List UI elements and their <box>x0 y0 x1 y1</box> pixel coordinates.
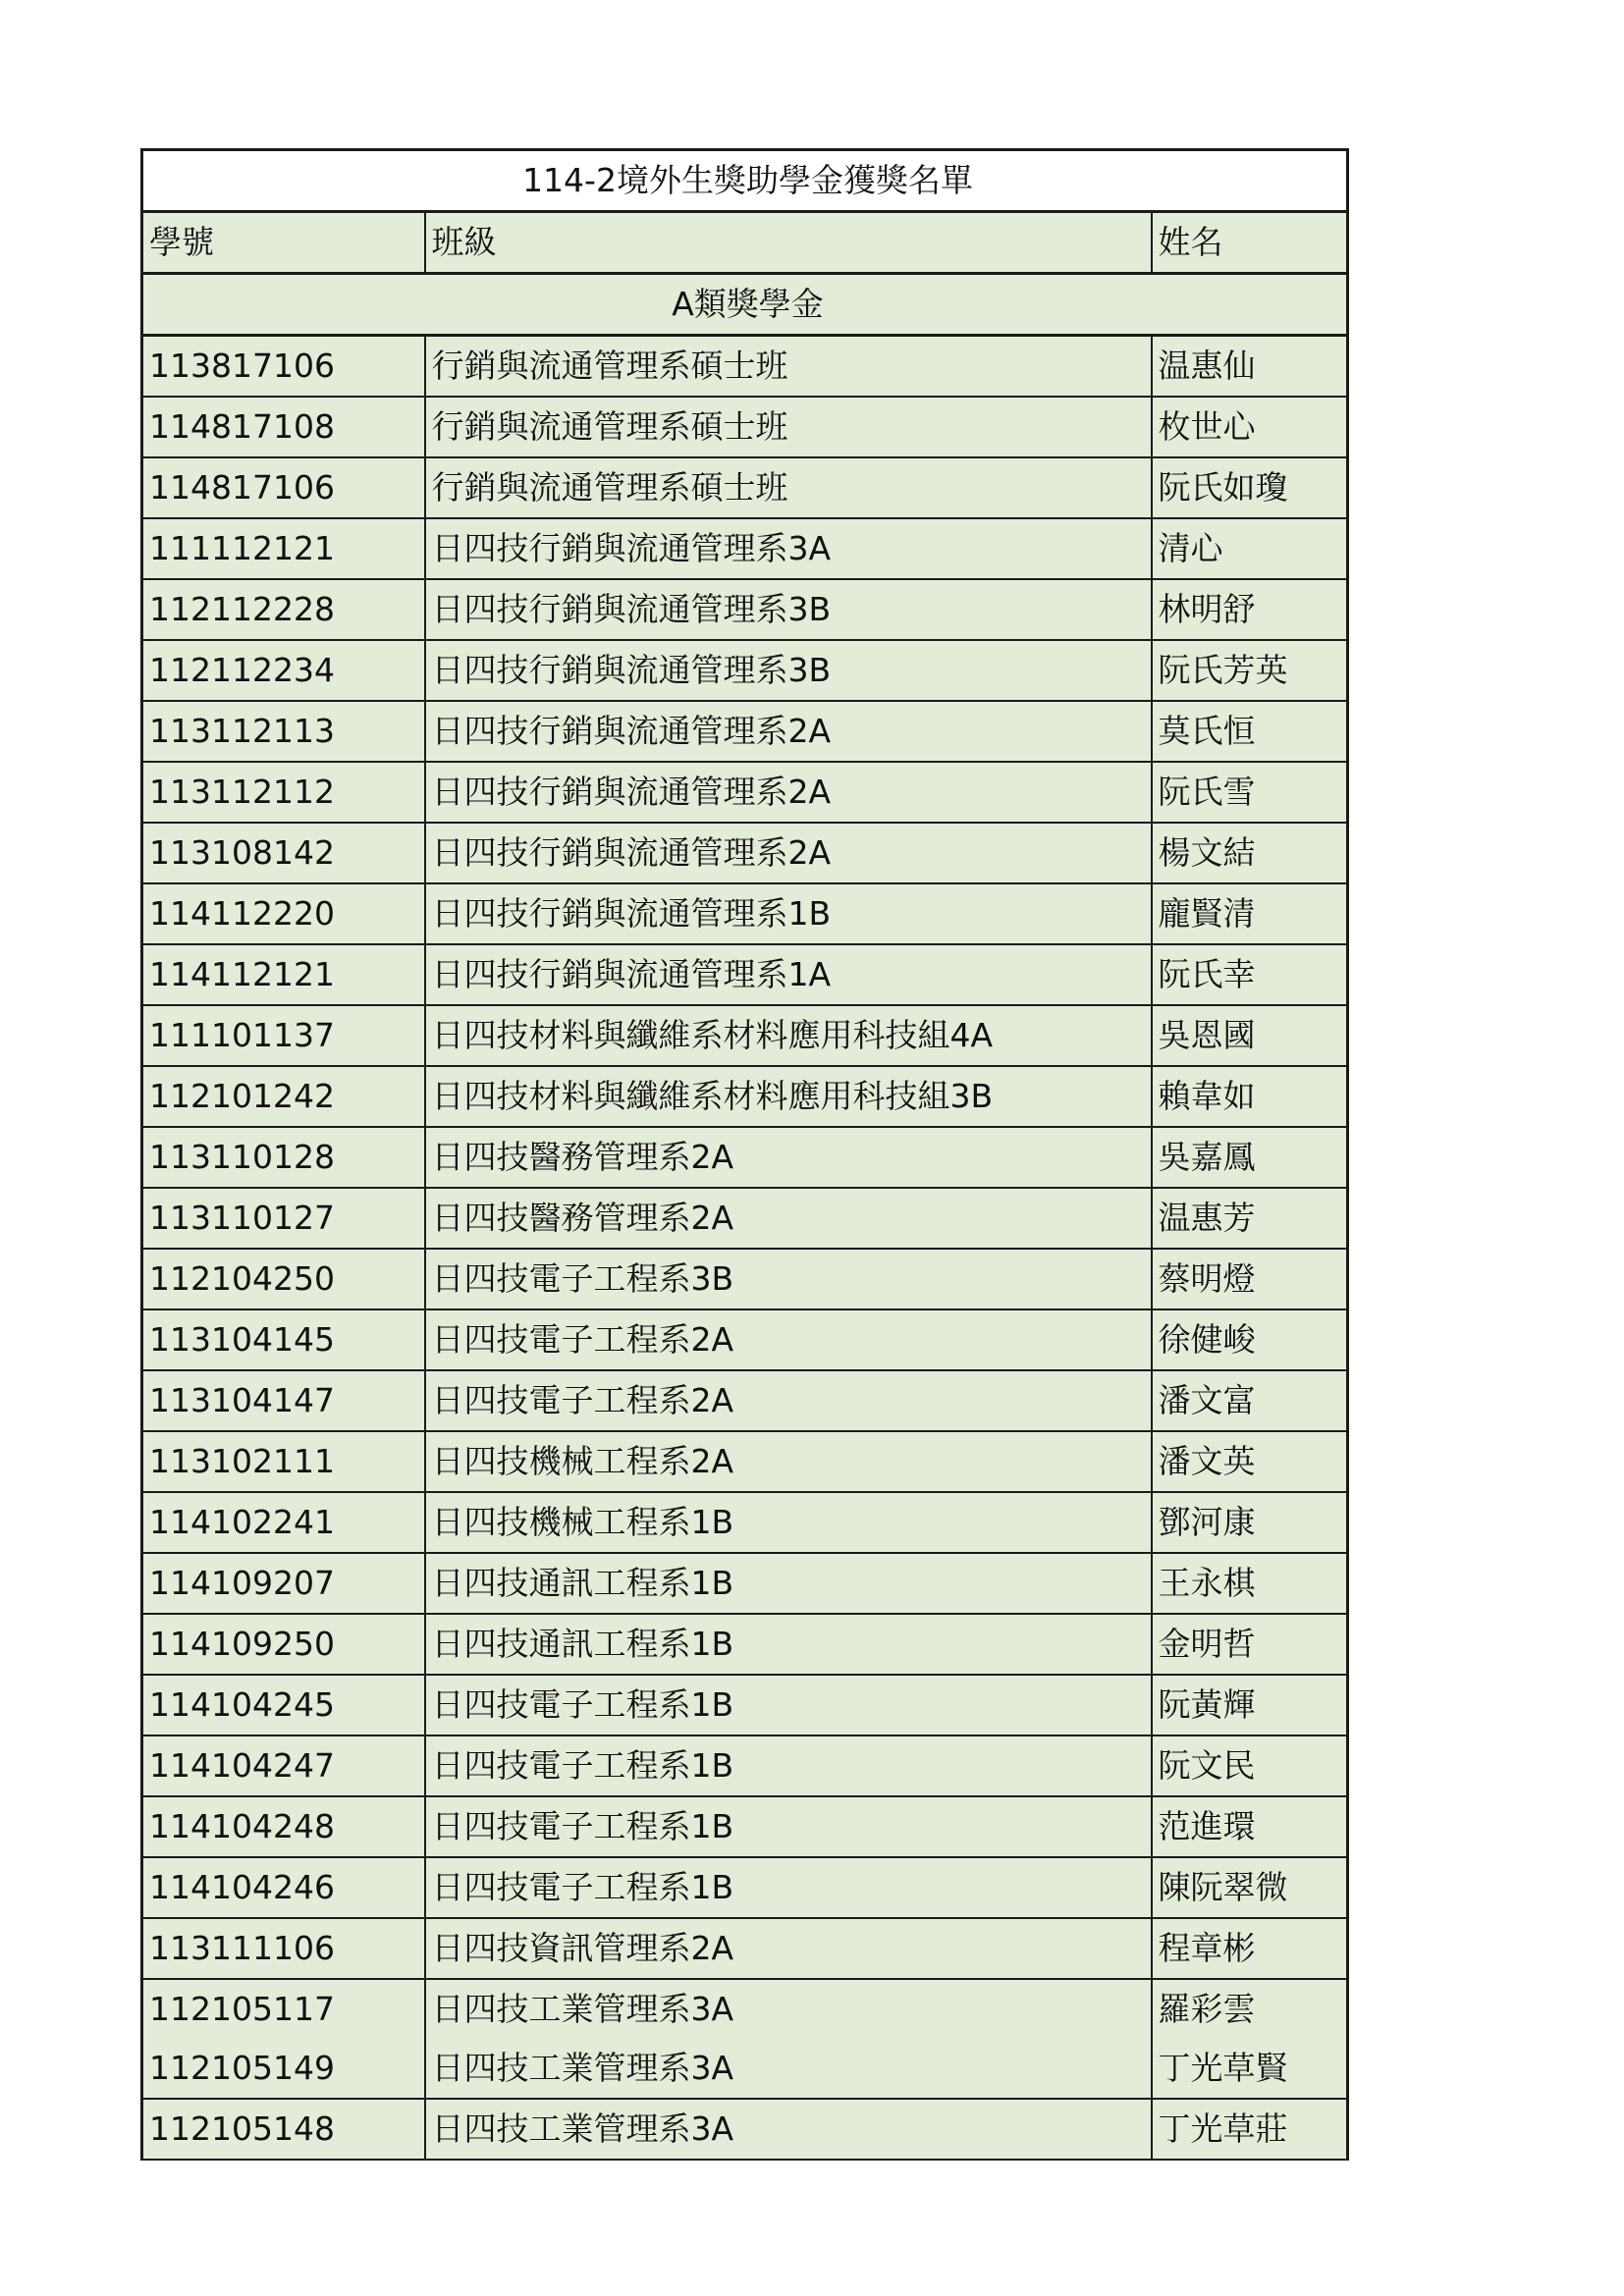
class-cell: 行銷與流通管理系碩士班 <box>425 457 1152 518</box>
class-cell: 日四技電子工程系3B <box>425 1249 1152 1309</box>
header-class: 班級 <box>425 212 1152 274</box>
student-id-cell: 111101137 <box>142 1005 425 1066</box>
table-row <box>142 397 1348 457</box>
class-cell: 日四技電子工程系1B <box>425 1857 1152 1918</box>
class-cell: 日四技材料與纖維系材料應用科技組3B <box>425 1066 1152 1127</box>
name-cell: 程章彬 <box>1152 1918 1348 1979</box>
class-cell: 日四技通訊工程系1B <box>425 1614 1152 1675</box>
student-id-cell: 112104250 <box>142 1249 425 1309</box>
class-cell: 日四技材料與纖維系材料應用科技組4A <box>425 1005 1152 1066</box>
class-cell: 日四技行銷與流通管理系3B <box>425 579 1152 640</box>
table-row <box>142 823 1348 883</box>
award-table <box>140 148 1349 2161</box>
table-row <box>142 518 1348 579</box>
class-cell: 日四技電子工程系2A <box>425 1309 1152 1370</box>
class-cell: 行銷與流通管理系碩士班 <box>425 397 1152 457</box>
header-student-id: 學號 <box>142 212 425 274</box>
class-cell: 日四技電子工程系1B <box>425 1735 1152 1796</box>
student-id-cell: 114104247 <box>142 1735 425 1796</box>
name-cell: 莫氏恒 <box>1152 701 1348 762</box>
student-id-cell: 112105117 <box>142 1979 425 2039</box>
student-id-cell: 113108142 <box>142 823 425 883</box>
name-cell: 吳恩國 <box>1152 1005 1348 1066</box>
name-cell: 吳嘉鳳 <box>1152 1127 1348 1188</box>
name-cell: 温惠芳 <box>1152 1188 1348 1249</box>
table-row <box>142 640 1348 701</box>
class-cell: 日四技行銷與流通管理系2A <box>425 762 1152 823</box>
table-row <box>142 336 1348 398</box>
class-cell: 日四技資訊管理系2A <box>425 1918 1152 1979</box>
table-row <box>142 1735 1348 1796</box>
class-cell: 日四技電子工程系1B <box>425 1796 1152 1857</box>
name-cell: 阮文民 <box>1152 1735 1348 1796</box>
table-row <box>142 579 1348 640</box>
table-row <box>142 1005 1348 1066</box>
name-cell: 金明哲 <box>1152 1614 1348 1675</box>
table-row <box>142 1675 1348 1735</box>
class-cell: 日四技工業管理系3A <box>425 2039 1152 2099</box>
table-row <box>142 1918 1348 1979</box>
table-row <box>142 1066 1348 1127</box>
name-cell: 阮黃輝 <box>1152 1675 1348 1735</box>
award-list-sheet <box>140 148 1346 2161</box>
sheet-title: 114-2境外生獎助學金獲獎名單 <box>142 150 1348 212</box>
name-cell: 王永棋 <box>1152 1553 1348 1614</box>
class-cell: 日四技醫務管理系2A <box>425 1127 1152 1188</box>
class-cell: 日四技電子工程系2A <box>425 1370 1152 1431</box>
section-title: A類獎學金 <box>142 274 1348 336</box>
title-row <box>142 150 1348 212</box>
table-row <box>142 1614 1348 1675</box>
student-id-cell: 113112113 <box>142 701 425 762</box>
table-row <box>142 944 1348 1005</box>
student-id-cell: 113110127 <box>142 1188 425 1249</box>
class-cell: 日四技行銷與流通管理系2A <box>425 701 1152 762</box>
name-cell: 潘文英 <box>1152 1431 1348 1492</box>
name-cell: 林明舒 <box>1152 579 1348 640</box>
name-cell: 范進環 <box>1152 1796 1348 1857</box>
class-cell: 日四技機械工程系1B <box>425 1492 1152 1553</box>
student-id-cell: 112105148 <box>142 2099 425 2160</box>
class-cell: 日四技行銷與流通管理系2A <box>425 823 1152 883</box>
table-row <box>142 1857 1348 1918</box>
student-id-cell: 113112112 <box>142 762 425 823</box>
table-row <box>142 1309 1348 1370</box>
class-cell: 日四技行銷與流通管理系1B <box>425 883 1152 944</box>
student-id-cell: 114109207 <box>142 1553 425 1614</box>
student-id-cell: 114102241 <box>142 1492 425 1553</box>
table-row <box>142 762 1348 823</box>
name-cell: 枚世心 <box>1152 397 1348 457</box>
student-id-cell: 114104245 <box>142 1675 425 1735</box>
student-id-cell: 113102111 <box>142 1431 425 1492</box>
student-id-cell: 114112220 <box>142 883 425 944</box>
class-cell: 日四技行銷與流通管理系3A <box>425 518 1152 579</box>
student-id-cell: 114109250 <box>142 1614 425 1675</box>
table-row <box>142 1249 1348 1309</box>
name-cell: 陳阮翠微 <box>1152 1857 1348 1918</box>
name-cell: 潘文富 <box>1152 1370 1348 1431</box>
table-row <box>142 883 1348 944</box>
table-row <box>142 1370 1348 1431</box>
class-cell: 日四技行銷與流通管理系3B <box>425 640 1152 701</box>
name-cell: 丁光草莊 <box>1152 2099 1348 2160</box>
class-cell: 日四技通訊工程系1B <box>425 1553 1152 1614</box>
name-cell: 丁光草賢 <box>1152 2039 1348 2099</box>
name-cell: 阮氏雪 <box>1152 762 1348 823</box>
name-cell: 蔡明燈 <box>1152 1249 1348 1309</box>
name-cell: 阮氏如瓊 <box>1152 457 1348 518</box>
name-cell: 温惠仙 <box>1152 336 1348 398</box>
student-id-cell: 113104147 <box>142 1370 425 1431</box>
table-row <box>142 1431 1348 1492</box>
student-id-cell: 113110128 <box>142 1127 425 1188</box>
name-cell: 清心 <box>1152 518 1348 579</box>
student-id-cell: 114112121 <box>142 944 425 1005</box>
name-cell: 羅彩雲 <box>1152 1979 1348 2039</box>
table-row <box>142 1127 1348 1188</box>
table-row <box>142 1553 1348 1614</box>
student-id-cell: 112112228 <box>142 579 425 640</box>
name-cell: 楊文結 <box>1152 823 1348 883</box>
student-id-cell: 113111106 <box>142 1918 425 1979</box>
table-row <box>142 2099 1348 2160</box>
name-cell: 阮氏芳英 <box>1152 640 1348 701</box>
student-id-cell: 113817106 <box>142 336 425 398</box>
student-id-cell: 111112121 <box>142 518 425 579</box>
student-id-cell: 112101242 <box>142 1066 425 1127</box>
table-row <box>142 1188 1348 1249</box>
section-row <box>142 274 1348 336</box>
student-id-cell: 114817108 <box>142 397 425 457</box>
student-id-cell: 114104246 <box>142 1857 425 1918</box>
name-cell: 鄧河康 <box>1152 1492 1348 1553</box>
class-cell: 日四技工業管理系3A <box>425 2099 1152 2160</box>
student-id-cell: 113104145 <box>142 1309 425 1370</box>
table-row <box>142 1979 1348 2039</box>
student-id-cell: 112105149 <box>142 2039 425 2099</box>
class-cell: 日四技醫務管理系2A <box>425 1188 1152 1249</box>
student-id-cell: 114104248 <box>142 1796 425 1857</box>
name-cell: 龐賢清 <box>1152 883 1348 944</box>
header-row <box>142 212 1348 274</box>
student-id-cell: 114817106 <box>142 457 425 518</box>
class-cell: 日四技電子工程系1B <box>425 1675 1152 1735</box>
table-row <box>142 1492 1348 1553</box>
name-cell: 阮氏幸 <box>1152 944 1348 1005</box>
class-cell: 行銷與流通管理系碩士班 <box>425 336 1152 398</box>
class-cell: 日四技工業管理系3A <box>425 1979 1152 2039</box>
student-id-cell: 112112234 <box>142 640 425 701</box>
name-cell: 徐健峻 <box>1152 1309 1348 1370</box>
table-row <box>142 457 1348 518</box>
table-row <box>142 1796 1348 1857</box>
class-cell: 日四技機械工程系2A <box>425 1431 1152 1492</box>
name-cell: 賴韋如 <box>1152 1066 1348 1127</box>
table-row <box>142 701 1348 762</box>
header-name: 姓名 <box>1152 212 1348 274</box>
class-cell: 日四技行銷與流通管理系1A <box>425 944 1152 1005</box>
table-row <box>142 2039 1348 2099</box>
